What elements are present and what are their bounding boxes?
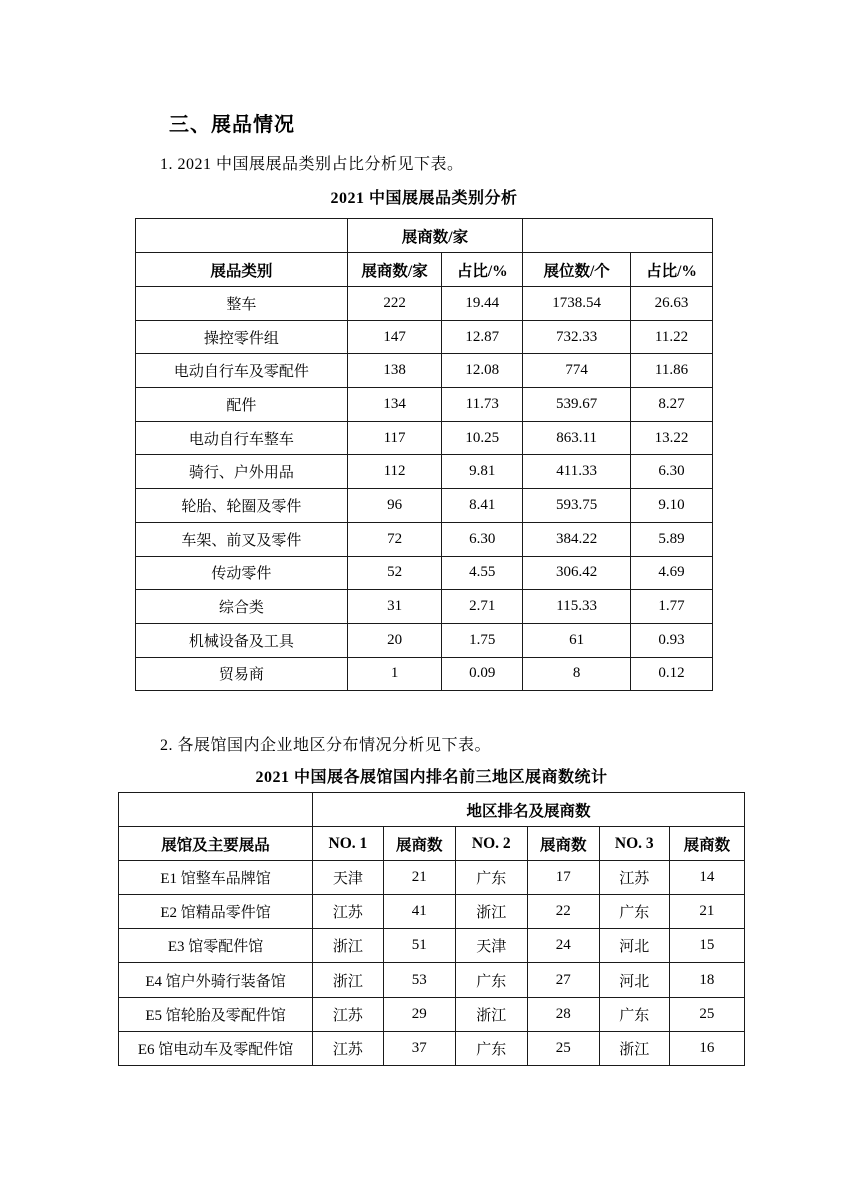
- table-row: [119, 929, 745, 963]
- table-cell: 天津: [313, 861, 384, 895]
- column-header: NO. 3: [599, 827, 669, 861]
- table-cell: 轮胎、轮圈及零件: [136, 489, 348, 523]
- table-row: [119, 963, 745, 997]
- table-cell: 江苏: [313, 1031, 384, 1065]
- table-cell: 1.75: [442, 623, 523, 657]
- column-header: 展商数: [383, 827, 455, 861]
- table-cell: 26.63: [631, 287, 713, 321]
- table-cell: 5.89: [631, 522, 713, 556]
- table-row: [136, 287, 713, 321]
- table-cell: 江苏: [599, 861, 669, 895]
- table-cell: 9.10: [631, 489, 713, 523]
- table-cell: 整车: [136, 287, 348, 321]
- table-cell: 12.08: [442, 354, 523, 388]
- table-cell: 11.22: [631, 320, 713, 354]
- table-cell: 0.12: [631, 657, 713, 691]
- column-header: 占比/%: [631, 253, 713, 287]
- table-cell: 1738.54: [523, 287, 631, 321]
- table-cell: 广东: [599, 895, 669, 929]
- table-cell: 0.09: [442, 657, 523, 691]
- table-cell: 1: [347, 657, 442, 691]
- table-cell: 138: [347, 354, 442, 388]
- table-header-row: [136, 253, 713, 287]
- table-cell: 31: [347, 590, 442, 624]
- product-category-table: [135, 218, 713, 691]
- empty-header-cell: [119, 793, 313, 827]
- table-cell: 15: [669, 929, 744, 963]
- table-row: [136, 590, 713, 624]
- table-cell: 112: [347, 455, 442, 489]
- table-cell: 12.87: [442, 320, 523, 354]
- table-cell: 4.55: [442, 556, 523, 590]
- table-cell: 96: [347, 489, 442, 523]
- table-row: [136, 455, 713, 489]
- table-row: [136, 522, 713, 556]
- table-cell: 16: [669, 1031, 744, 1065]
- table-header-row: [119, 827, 745, 861]
- table-cell: 27: [527, 963, 599, 997]
- table-cell: 浙江: [313, 963, 384, 997]
- column-header: 展品类别: [136, 253, 348, 287]
- table1-caption: 2021 中国展展品类别分析: [330, 190, 518, 207]
- table-row: [136, 421, 713, 455]
- intro-paragraph-1: 1. 2021 中国展展品类别占比分析见下表。: [160, 156, 464, 173]
- table-cell: 4.69: [631, 556, 713, 590]
- table-cell: 天津: [455, 929, 527, 963]
- table-cell: E5 馆轮胎及零配件馆: [119, 997, 313, 1031]
- table-cell: 0.93: [631, 623, 713, 657]
- table-row: [119, 895, 745, 929]
- table-cell: 河北: [599, 963, 669, 997]
- table-cell: 机械设备及工具: [136, 623, 348, 657]
- table-cell: 134: [347, 388, 442, 422]
- table-cell: 广东: [599, 997, 669, 1031]
- table-cell: 11.73: [442, 388, 523, 422]
- table-cell: 117: [347, 421, 442, 455]
- table-cell: 广东: [455, 861, 527, 895]
- table-cell: 10.25: [442, 421, 523, 455]
- table2-caption: 2021 中国展各展馆国内排名前三地区展商数统计: [255, 769, 608, 786]
- table-cell: 774: [523, 354, 631, 388]
- table-row: [136, 320, 713, 354]
- table-cell: 综合类: [136, 590, 348, 624]
- table-cell: 11.86: [631, 354, 713, 388]
- table-cell: 浙江: [455, 997, 527, 1031]
- section-heading: 三、展品情况: [169, 114, 295, 136]
- table-row: [136, 219, 713, 253]
- table-cell: E6 馆电动车及零配件馆: [119, 1031, 313, 1065]
- intro-paragraph-2: 2. 各展馆国内企业地区分布情况分析见下表。: [160, 737, 492, 754]
- table-cell: 22: [527, 895, 599, 929]
- table-cell: 411.33: [523, 455, 631, 489]
- table-cell: 电动自行车及零配件: [136, 354, 348, 388]
- table-cell: 6.30: [442, 522, 523, 556]
- table-cell: 115.33: [523, 590, 631, 624]
- table-cell: 51: [383, 929, 455, 963]
- table-cell: 13.22: [631, 421, 713, 455]
- table-cell: 25: [669, 997, 744, 1031]
- table-cell: 骑行、户外用品: [136, 455, 348, 489]
- table-cell: 车架、前叉及零件: [136, 522, 348, 556]
- table-row: [119, 997, 745, 1031]
- merged-header-cell: 展商数/家: [347, 219, 522, 253]
- table-cell: 江苏: [313, 997, 384, 1031]
- table-cell: 14: [669, 861, 744, 895]
- hall-region-ranking-table: [118, 792, 745, 1066]
- table-cell: 72: [347, 522, 442, 556]
- table-cell: 8: [523, 657, 631, 691]
- empty-header-cell: [523, 219, 713, 253]
- table-cell: E2 馆精品零件馆: [119, 895, 313, 929]
- table-cell: 广东: [455, 963, 527, 997]
- table-cell: 配件: [136, 388, 348, 422]
- table-cell: 18: [669, 963, 744, 997]
- table-cell: 25: [527, 1031, 599, 1065]
- table-cell: 2.71: [442, 590, 523, 624]
- table-cell: 593.75: [523, 489, 631, 523]
- table-cell: 河北: [599, 929, 669, 963]
- table-cell: 732.33: [523, 320, 631, 354]
- table-cell: 29: [383, 997, 455, 1031]
- table-cell: 61: [523, 623, 631, 657]
- table-cell: 863.11: [523, 421, 631, 455]
- table-cell: 广东: [455, 1031, 527, 1065]
- table-cell: 电动自行车整车: [136, 421, 348, 455]
- table-cell: 52: [347, 556, 442, 590]
- column-header: 占比/%: [442, 253, 523, 287]
- column-header: 展位数/个: [523, 253, 631, 287]
- table-row: [119, 861, 745, 895]
- table-cell: 24: [527, 929, 599, 963]
- table-cell: 384.22: [523, 522, 631, 556]
- table-row: [136, 657, 713, 691]
- table-cell: 21: [669, 895, 744, 929]
- table-cell: 53: [383, 963, 455, 997]
- column-header: 展商数: [527, 827, 599, 861]
- table-cell: 20: [347, 623, 442, 657]
- table-row: [119, 793, 745, 827]
- table-cell: E3 馆零配件馆: [119, 929, 313, 963]
- table-cell: 19.44: [442, 287, 523, 321]
- merged-header-cell: 地区排名及展商数: [313, 793, 745, 827]
- column-header: 展商数/家: [347, 253, 442, 287]
- table-cell: 37: [383, 1031, 455, 1065]
- table-cell: 8.27: [631, 388, 713, 422]
- empty-header-cell: [136, 219, 348, 253]
- table-row: [119, 1031, 745, 1065]
- table-cell: 9.81: [442, 455, 523, 489]
- table-row: [136, 489, 713, 523]
- column-header: 展馆及主要展品: [119, 827, 313, 861]
- table-cell: 1.77: [631, 590, 713, 624]
- table-cell: 6.30: [631, 455, 713, 489]
- table-cell: 306.42: [523, 556, 631, 590]
- table-cell: 17: [527, 861, 599, 895]
- table-cell: 8.41: [442, 489, 523, 523]
- table-row: [136, 623, 713, 657]
- table-row: [136, 388, 713, 422]
- table-cell: 浙江: [455, 895, 527, 929]
- table-cell: 贸易商: [136, 657, 348, 691]
- table-cell: 浙江: [599, 1031, 669, 1065]
- table-cell: 28: [527, 997, 599, 1031]
- table-cell: E1 馆整车品牌馆: [119, 861, 313, 895]
- table-cell: 浙江: [313, 929, 384, 963]
- table-cell: 539.67: [523, 388, 631, 422]
- column-header: NO. 1: [313, 827, 384, 861]
- table-cell: 222: [347, 287, 442, 321]
- table-cell: 操控零件组: [136, 320, 348, 354]
- column-header: NO. 2: [455, 827, 527, 861]
- table-row: [136, 556, 713, 590]
- table-cell: 21: [383, 861, 455, 895]
- table-row: [136, 354, 713, 388]
- table-cell: E4 馆户外骑行装备馆: [119, 963, 313, 997]
- table-cell: 41: [383, 895, 455, 929]
- table-cell: 147: [347, 320, 442, 354]
- column-header: 展商数: [669, 827, 744, 861]
- table-cell: 江苏: [313, 895, 384, 929]
- table-cell: 传动零件: [136, 556, 348, 590]
